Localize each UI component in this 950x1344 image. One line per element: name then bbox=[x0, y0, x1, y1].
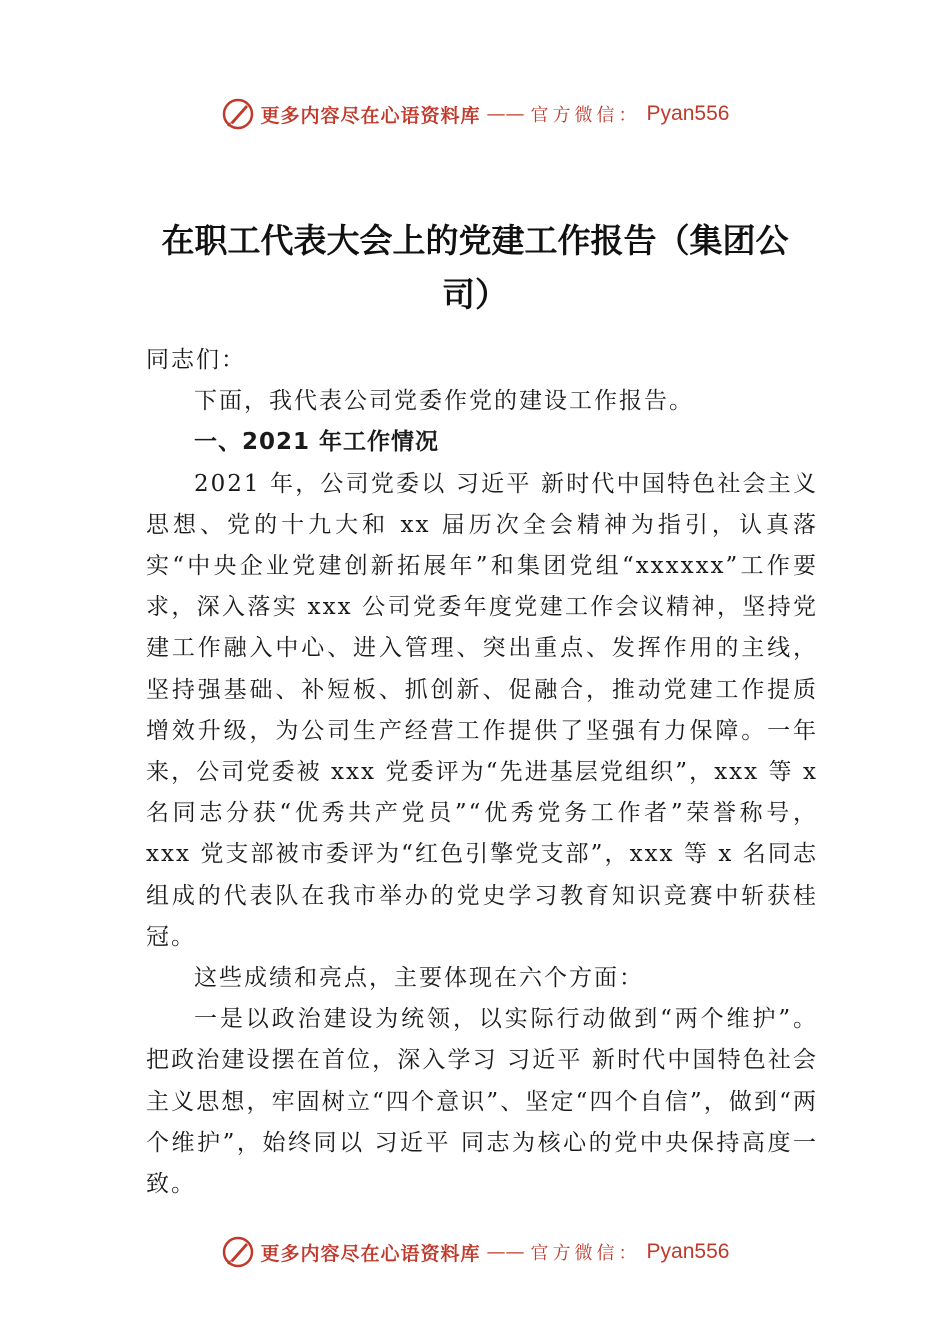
wechat-label: 官方微信： bbox=[530, 1243, 641, 1264]
document-body bbox=[146, 340, 818, 1205]
banner-text: 更多内容尽在心语资料库 bbox=[260, 1242, 481, 1265]
intro-paragraph: 下面，我代表公司党委作党的建设工作报告。 bbox=[194, 388, 694, 415]
quill-logo-icon bbox=[221, 97, 255, 131]
document-title: 在职工代表大会上的党建工作报告（集团公司） bbox=[161, 221, 789, 314]
banner-text: 更多内容尽在心语资料库 bbox=[260, 104, 481, 127]
wechat-id: Pyan556 bbox=[646, 102, 730, 125]
paragraph-political-building: 一是以政治建设为统领，以实际行动做到“两个维护”。把政治建设摆在首位，深入学习 习近平 新时代中国特色社会主义思想，牢固树立“四个意识”、坚定“四个自信”，做到“两个维护”，始终同以 习近平 同志为核心的党中央保持高度一致。 bbox=[146, 1006, 818, 1198]
section-heading: 一、2021 年工作情况 bbox=[194, 429, 440, 456]
footer-banner bbox=[0, 1230, 950, 1274]
header-banner bbox=[0, 92, 950, 136]
wechat-label: 官方微信： bbox=[530, 105, 641, 126]
wechat-id: Pyan556 bbox=[646, 1240, 730, 1263]
banner-dash: —— bbox=[486, 1241, 525, 1263]
banner-dash: —— bbox=[486, 103, 525, 125]
quill-logo-icon bbox=[221, 1235, 255, 1269]
paragraph-aspects: 这些成绩和亮点，主要体现在六个方面： bbox=[194, 965, 644, 992]
paragraph-achievements: 2021 年，公司党委以 习近平 新时代中国特色社会主义思想、党的十九大和 xx 届历次全会精神为指引，认真落实“中央企业党建创新拓展年”和集团党组“xxxxxx”工作要求，深入落实 xxx 公司党委年度党建工作会议精神，坚持党建工作融入中心、进入管理、突出重点、发挥作用的主线，坚持强基础、补短板、抓创新、促融合，推动党建工作提质增效升级，为公司生产经营工作提供了坚强有力保障。一年来，公司党委被 xxx 党委评为“先进基层党组织”，xxx 等 x 名同志分获“优秀共产党员”“优秀党务工作者”荣誉称号，xxx 党支部被市委评为“红色引擎党支部”，xxx 等 x 名同志组成的代表队在我市举办的党史学习教育知识竞赛中斩获桂冠。 bbox=[146, 470, 818, 950]
salutation: 同志们： bbox=[146, 347, 246, 373]
